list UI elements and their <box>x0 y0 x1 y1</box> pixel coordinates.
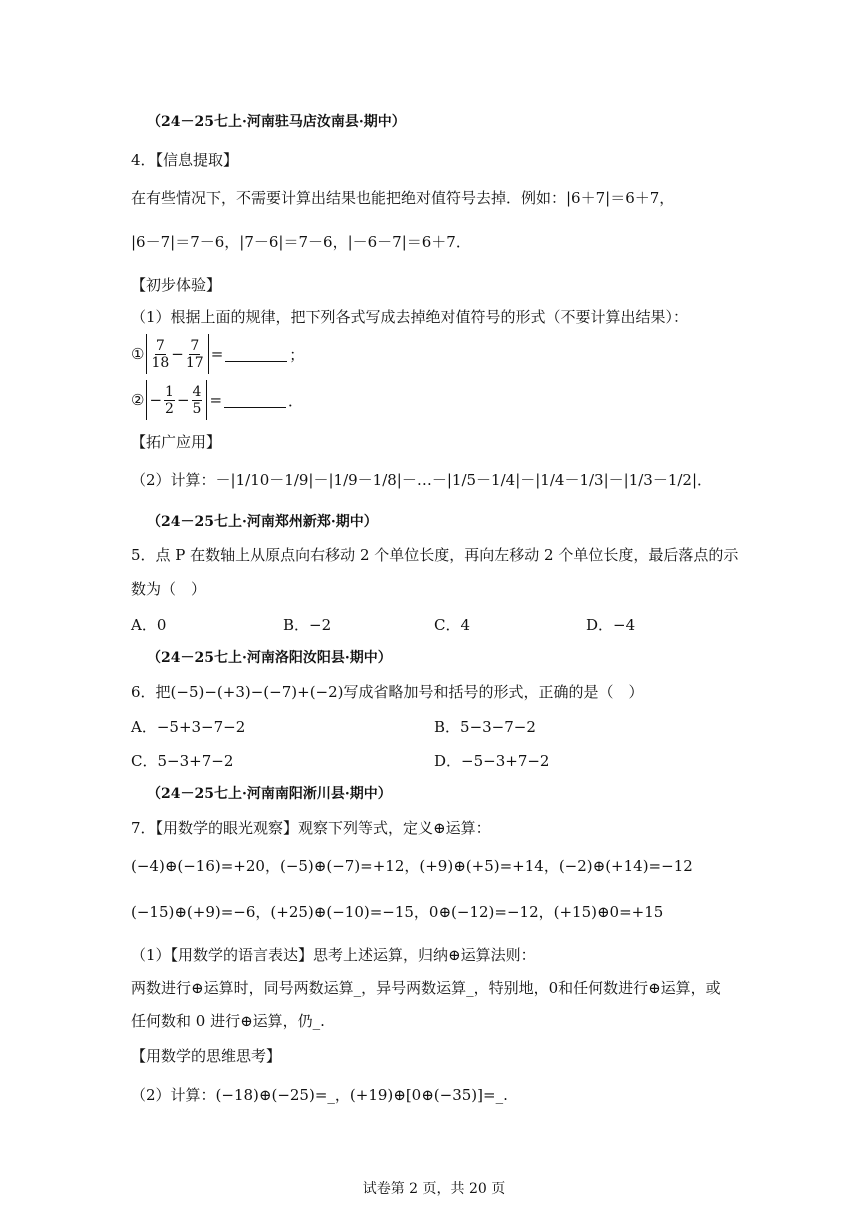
source-label-q5: （24－25七上·河南郑州新郑·期中） <box>147 514 378 530</box>
page-footer: 试卷第 2 页，共 20 页 <box>362 1181 506 1197</box>
source-label-q7: （24－25七上·河南南阳淅川县·期中） <box>147 786 392 802</box>
source-label-q4: （24－25七上·河南驻马店汝南县·期中） <box>147 114 406 130</box>
section-math-thinking: 【用数学的思维思考】 <box>131 1047 282 1065</box>
question-7-title: 7．【用数学的眼光观察】观察下列等式，定义⊕运算： <box>131 819 491 837</box>
answer-blank[interactable] <box>225 347 287 362</box>
fraction: $\frac{7}{17}$ <box>185 337 204 371</box>
q6-option-a[interactable]: A．−5+3−7−2 <box>131 718 246 736</box>
fraction: $\frac{4}{5}$ <box>192 383 202 417</box>
question-6-stem: 6．把(−5)−(+3)−(−7)+(−2)写成省略加号和括号的形式，正确的是（ ） <box>131 683 644 701</box>
abs-bar <box>206 380 207 420</box>
q6-option-b[interactable]: B．5−3−7−2 <box>434 718 536 736</box>
q4-item-2: ② − $\frac{1}{2}$ − $\frac{4}{5}$ = ． <box>131 380 303 420</box>
abs-bar <box>146 334 147 374</box>
question-5-stem-line1: 5．点 P 在数轴上从原点向右移动 2 个单位长度，再向左移动 2 个单位长度，最后落点的示 <box>131 546 739 564</box>
q5-option-d[interactable]: D．−4 <box>586 616 636 634</box>
question-4-examples: |6－7|＝7－6，|7－6|＝7－6，|－6－7|＝6＋7． <box>131 233 471 251</box>
question-7-rule-line1: 两数进行⊕运算时，同号两数运算_，异号两数运算_，特别地，0和任何数进行⊕运算，或 <box>131 979 721 997</box>
question-7-part2: （2）计算：(−18)⊕(−25)=_，(+19)⊕[0⊕(−35)]=_. <box>131 1086 508 1104</box>
q6-option-c[interactable]: C．5−3+7−2 <box>131 752 234 770</box>
question-7-rule-line2: 任何数和 0 进行⊕运算，仍_. <box>131 1012 325 1030</box>
question-7-part1: （1）【用数学的语言表达】思考上述运算，归纳⊕运算法则： <box>131 946 536 964</box>
q5-option-a[interactable]: A．0 <box>131 616 167 634</box>
q4-item-1: ① $\frac{7}{18}$ − $\frac{7}{17}$ = ； <box>131 334 304 374</box>
item-1-label: ① <box>131 345 145 363</box>
source-label-q6: （24－25七上·河南洛阳汝阳县·期中） <box>147 650 392 666</box>
question-4-intro: 在有些情况下，不需要计算出结果也能把绝对值符号去掉．例如：|6＋7|＝6＋7， <box>131 189 675 207</box>
q6-option-d[interactable]: D．−5−3+7−2 <box>434 752 550 770</box>
question-4-part1: （1）根据上面的规律，把下列各式写成去掉绝对值符号的形式（不要计算出结果）： <box>131 308 689 326</box>
question-4-title: 4．【信息提取】 <box>131 151 239 169</box>
question-4-part2: （2）计算：－|1/10－1/9|－|1/9－1/8|－…－|1/5－1/4|－|1/4－1/3|－|1/3－1/2|． <box>131 471 713 489</box>
abs-bar <box>208 334 209 374</box>
fraction: $\frac{7}{18}$ <box>151 337 170 371</box>
section-initial-experience: 【初步体验】 <box>131 276 222 294</box>
question-5-stem-line2: 数为（ ） <box>131 580 207 598</box>
fraction: $\frac{1}{2}$ <box>165 383 174 417</box>
answer-blank[interactable] <box>224 393 286 408</box>
question-7-equations-row1: (−4)⊕(−16)=+20，(−5)⊕(−7)=+12，(+9)⊕(+5)=+14，(−2)⊕(+14)=−12 <box>131 857 693 875</box>
question-7-equations-row2: (−15)⊕(+9)=−6，(+25)⊕(−10)=−15，0⊕(−12)=−12，(+15)⊕0=+15 <box>131 903 664 921</box>
q5-option-b[interactable]: B．−2 <box>283 616 332 634</box>
q5-option-c[interactable]: C．4 <box>434 616 471 634</box>
item-2-label: ② <box>131 391 145 409</box>
section-extended-application: 【拓广应用】 <box>131 433 222 451</box>
abs-bar <box>146 380 147 420</box>
